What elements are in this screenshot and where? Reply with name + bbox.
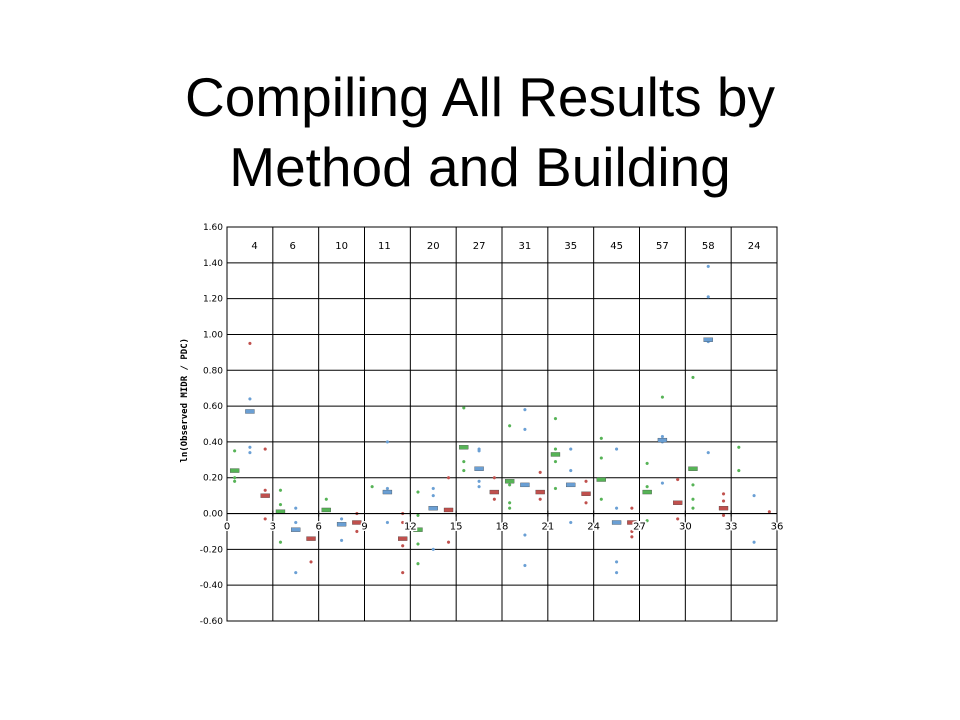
data-point xyxy=(417,562,420,565)
data-point xyxy=(386,487,389,490)
data-point xyxy=(264,448,267,451)
data-point xyxy=(249,446,252,449)
data-point xyxy=(569,448,572,451)
median-bar xyxy=(322,508,331,512)
building-label: 35 xyxy=(564,241,578,252)
data-point xyxy=(279,541,282,544)
data-point xyxy=(707,265,710,268)
data-point xyxy=(585,501,588,504)
median-bar xyxy=(505,479,514,483)
data-point xyxy=(233,476,236,479)
data-point xyxy=(646,485,649,488)
data-point xyxy=(539,471,542,474)
data-point xyxy=(722,492,725,495)
data-point xyxy=(340,518,343,521)
median-bar xyxy=(673,501,682,505)
data-point xyxy=(707,295,710,298)
data-point xyxy=(615,448,618,451)
y-tick-label: 1.20 xyxy=(202,294,223,305)
building-label: 20 xyxy=(426,241,440,252)
data-point xyxy=(676,478,679,481)
data-point xyxy=(462,469,465,472)
slide-title-line-1: Compiling All Results by xyxy=(185,66,775,128)
x-tick-label: 6 xyxy=(315,521,322,533)
median-bar xyxy=(582,492,591,496)
x-tick-label: 9 xyxy=(361,521,368,533)
data-point xyxy=(600,457,603,460)
x-tick-label: 27 xyxy=(633,521,646,533)
data-point xyxy=(524,534,527,537)
y-tick-label: -0.20 xyxy=(199,545,223,556)
x-tick-label: 12 xyxy=(403,521,417,533)
building-label: 4 xyxy=(251,241,258,252)
x-tick-label: 36 xyxy=(770,521,784,533)
building-label: 58 xyxy=(701,241,715,252)
x-tick-label: 21 xyxy=(541,521,555,533)
data-point xyxy=(478,449,481,452)
data-point xyxy=(600,437,603,440)
building-label: 6 xyxy=(289,241,296,252)
data-point xyxy=(264,489,267,492)
data-point xyxy=(753,494,756,497)
data-point xyxy=(294,507,297,510)
data-point xyxy=(661,435,664,438)
y-tick-label: 1.00 xyxy=(202,330,223,341)
axis-layer xyxy=(180,223,783,627)
data-point xyxy=(432,487,435,490)
data-point xyxy=(386,521,389,524)
building-labels xyxy=(251,241,760,252)
y-axis-title: ln(Observed MIDR / PDC) xyxy=(180,337,190,463)
y-tick-label: 1.60 xyxy=(202,223,223,233)
data-point xyxy=(508,483,511,486)
data-point xyxy=(249,342,252,345)
data-point xyxy=(630,535,633,538)
data-point xyxy=(432,548,435,551)
median-bar xyxy=(597,478,606,482)
median-bar xyxy=(352,521,361,525)
data-point xyxy=(722,514,725,517)
data-point xyxy=(554,448,557,451)
data-point xyxy=(508,501,511,504)
median-bar xyxy=(566,483,575,487)
data-point xyxy=(340,539,343,542)
median-bar xyxy=(383,490,392,494)
median-bar xyxy=(475,467,484,471)
data-point xyxy=(447,541,450,544)
slide-title-line-2: Method and Building xyxy=(229,136,731,198)
data-point xyxy=(753,541,756,544)
median-bar xyxy=(398,537,407,541)
data-point xyxy=(233,480,236,483)
data-point xyxy=(462,406,465,409)
data-point xyxy=(508,507,511,510)
x-tick-label: 0 xyxy=(223,521,231,533)
data-point xyxy=(615,507,618,510)
y-tick-label: 0.20 xyxy=(202,473,223,484)
data-point xyxy=(279,489,282,492)
data-point xyxy=(737,446,740,449)
data-point xyxy=(279,503,282,506)
median-bar xyxy=(261,494,270,498)
data-point xyxy=(707,451,710,454)
median-bar xyxy=(520,483,529,487)
median-bar xyxy=(490,490,499,494)
median-bar xyxy=(704,338,713,342)
data-point xyxy=(355,530,358,533)
data-point xyxy=(524,428,527,431)
y-tick-label: -0.40 xyxy=(199,581,223,592)
median-bar xyxy=(612,521,621,525)
data-point xyxy=(401,571,404,574)
median-bar xyxy=(444,508,453,512)
data-point xyxy=(646,519,649,522)
y-tick-label: 0.00 xyxy=(202,509,223,520)
data-point xyxy=(615,561,618,564)
median-bar xyxy=(658,438,667,442)
data-point xyxy=(676,518,679,521)
median-bar xyxy=(245,409,254,413)
data-point xyxy=(615,571,618,574)
data-point xyxy=(478,485,481,488)
median-bar xyxy=(291,528,300,532)
median-bar xyxy=(551,452,560,456)
data-point xyxy=(371,485,374,488)
data-point xyxy=(661,482,664,485)
building-label: 57 xyxy=(656,241,669,252)
data-point xyxy=(478,480,481,483)
data-point xyxy=(310,561,313,564)
data-point xyxy=(432,494,435,497)
data-point xyxy=(569,469,572,472)
data-point xyxy=(249,451,252,454)
building-label: 27 xyxy=(472,241,486,252)
data-point xyxy=(600,498,603,501)
data-point xyxy=(508,424,511,427)
data-point xyxy=(692,498,695,501)
median-bar xyxy=(643,490,652,494)
data-point xyxy=(264,518,267,521)
data-point xyxy=(386,441,389,444)
median-bar xyxy=(719,506,728,510)
y-tick-label: -0.60 xyxy=(199,617,223,627)
x-tick-label: 33 xyxy=(724,521,738,533)
median-bar xyxy=(337,522,346,526)
y-tick-label: 1.40 xyxy=(202,258,223,269)
data-point xyxy=(294,521,297,524)
median-bar xyxy=(536,490,545,494)
data-point xyxy=(233,449,236,452)
data-point xyxy=(462,460,465,463)
data-point xyxy=(554,417,557,420)
data-point xyxy=(325,498,328,501)
y-tick-label: 0.40 xyxy=(202,437,223,448)
data-point xyxy=(524,408,527,411)
data-point xyxy=(493,498,496,501)
x-tick-label: 30 xyxy=(678,521,692,533)
data-point xyxy=(692,376,695,379)
data-point xyxy=(524,564,527,567)
median-bar xyxy=(459,445,468,449)
data-point xyxy=(646,462,649,465)
data-point xyxy=(768,510,771,513)
building-label: 31 xyxy=(518,241,532,252)
data-point xyxy=(722,500,725,503)
data-point xyxy=(554,460,557,463)
data-point xyxy=(417,543,420,546)
building-label: 45 xyxy=(610,241,623,252)
median-bar xyxy=(307,537,316,541)
x-tick-label: 24 xyxy=(587,521,601,533)
data-point xyxy=(539,498,542,501)
data-point xyxy=(630,507,633,510)
data-point xyxy=(585,480,588,483)
data-point xyxy=(692,507,695,510)
data-point xyxy=(417,491,420,494)
y-tick-label: 0.60 xyxy=(202,402,223,413)
data-point xyxy=(249,398,252,401)
building-label: 24 xyxy=(747,241,761,252)
building-label: 11 xyxy=(377,241,391,252)
y-tick-label: 0.80 xyxy=(202,366,223,377)
data-point xyxy=(493,476,496,479)
data-point xyxy=(294,571,297,574)
data-point xyxy=(737,469,740,472)
data-point xyxy=(401,544,404,547)
data-point xyxy=(417,514,420,517)
x-tick-label: 3 xyxy=(269,521,277,533)
building-label: 10 xyxy=(335,241,348,252)
x-tick-label: 18 xyxy=(495,521,509,533)
median-bar xyxy=(688,467,697,471)
data-point xyxy=(554,487,557,490)
data-point xyxy=(692,483,695,486)
data-point xyxy=(569,521,572,524)
x-tick-label: 15 xyxy=(449,521,463,533)
median-bar xyxy=(429,506,438,510)
data-point xyxy=(661,396,664,399)
data-point xyxy=(447,476,450,479)
median-bar xyxy=(230,469,239,473)
